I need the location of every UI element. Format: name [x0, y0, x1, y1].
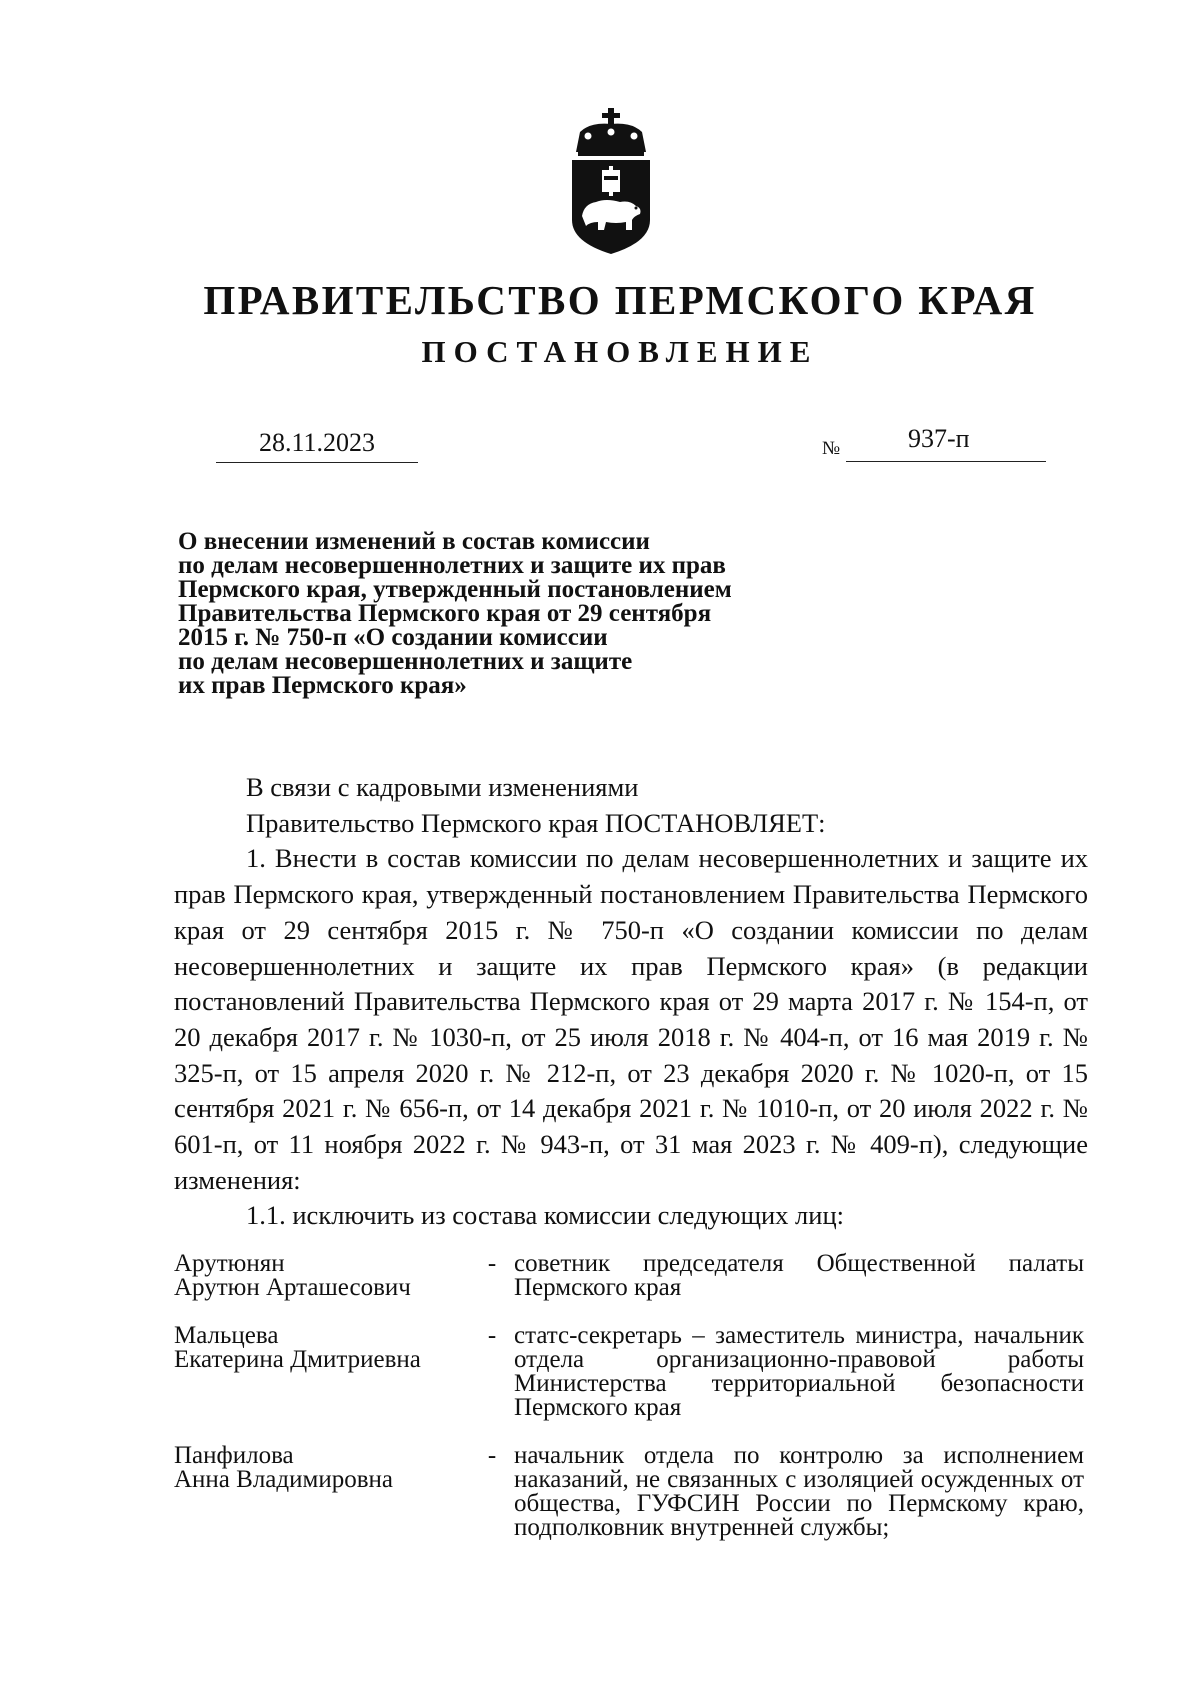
document-number — [846, 420, 1046, 462]
member-dash: - — [487, 1322, 497, 1349]
subject-line: 2015 г. № 750-п «О создании комиссии — [178, 624, 608, 651]
list-item — [174, 1444, 1088, 1540]
number-sign: № — [822, 438, 841, 459]
perm-krai-coat-of-arms-icon — [566, 108, 656, 258]
subject-line: О внесении изменений в состав комиссии — [178, 528, 650, 555]
list-item — [174, 1252, 1088, 1300]
document-type: ПОСТАНОВЛЕНИЕ — [421, 334, 819, 369]
point-1-1-paragraph: 1.1. исключить из состава комиссии следующих лиц: — [246, 1200, 845, 1231]
member-name — [174, 1444, 470, 1540]
member-name — [174, 1324, 470, 1420]
member-dash: - — [487, 1442, 497, 1469]
member-given-names: Екатерина Дмитриевна — [174, 1346, 421, 1373]
member-name — [174, 1252, 470, 1300]
member-role: статс-секретарь – заместитель министра, начальник отдела организационно-правовой работы Министерства территориальной безопасности Пермского края — [514, 1322, 1084, 1421]
member-surname: Арутюнян — [174, 1250, 285, 1277]
document-subject — [178, 530, 818, 698]
subject-line: Правительства Пермского края от 29 сентября — [178, 600, 712, 627]
member-given-names: Анна Владимировна — [174, 1466, 393, 1493]
member-surname: Мальцева — [174, 1322, 279, 1349]
intro-paragraph: В связи с кадровыми изменениями — [246, 772, 639, 802]
document-body — [174, 770, 1088, 1234]
subject-line: по делам несовершеннолетних и защите их прав — [178, 552, 726, 579]
document-date: 28.11.2023 — [216, 424, 418, 463]
member-role: начальник отдела по контролю за исполнением наказаний, не связанных с изоляцией осужденных от общества, ГУФСИН России по Пермскому краю, подполковник внутренней службы; — [514, 1442, 1084, 1541]
member-dash: - — [487, 1250, 497, 1277]
subject-line: по делам несовершеннолетних и защите — [178, 648, 633, 675]
government-title: ПРАВИТЕЛЬСТВО ПЕРМСКОГО КРАЯ — [203, 277, 1037, 323]
member-given-names: Арутюн Арташесович — [174, 1274, 411, 1301]
member-role: советник председателя Общественной палаты Пермского края — [514, 1250, 1084, 1301]
decree-paragraph: Правительство Пермского края ПОСТАНОВЛЯЕТ: — [246, 807, 826, 838]
list-item — [174, 1324, 1088, 1420]
document-number-value: 937-п — [908, 424, 970, 453]
subject-line: Пермского края, утвержденный постановлением — [178, 576, 732, 603]
point-1-paragraph: 1. Внести в состав комиссии по делам несовершеннолетних и защите их прав Пермского края, утвержденный постановлением Правительства Пермского края от 29 сентября 2015 г. № 750-п «О создании комиссии по делам несовершеннолетних и защите их прав Пермского края» (в редакции постановлений Правительства Пермского края от 29 марта 2017 г. № 154-п, от 20 декабря 2017 г. № 1030-п, от 25 июля 2018 г. № 404-п, от 16 мая 2019 г. № 325-п, от 15 апреля 2020 г. № 212-п, от 23 декабря 2020 г. № 1020-п, от 15 сентября 2021 г. № 656-п, от 14 декабря 2021 г. № 1010-п, от 20 июля 2022 г. № 601-п, от 11 ноября 2022 г. № 943-п, от 31 мая 2023 г. № 409-п), следующие изменения: — [174, 843, 1088, 1195]
subject-line: их прав Пермского края» — [178, 672, 467, 699]
member-surname: Панфилова — [174, 1442, 294, 1469]
excluded-members-list — [174, 1252, 1088, 1564]
